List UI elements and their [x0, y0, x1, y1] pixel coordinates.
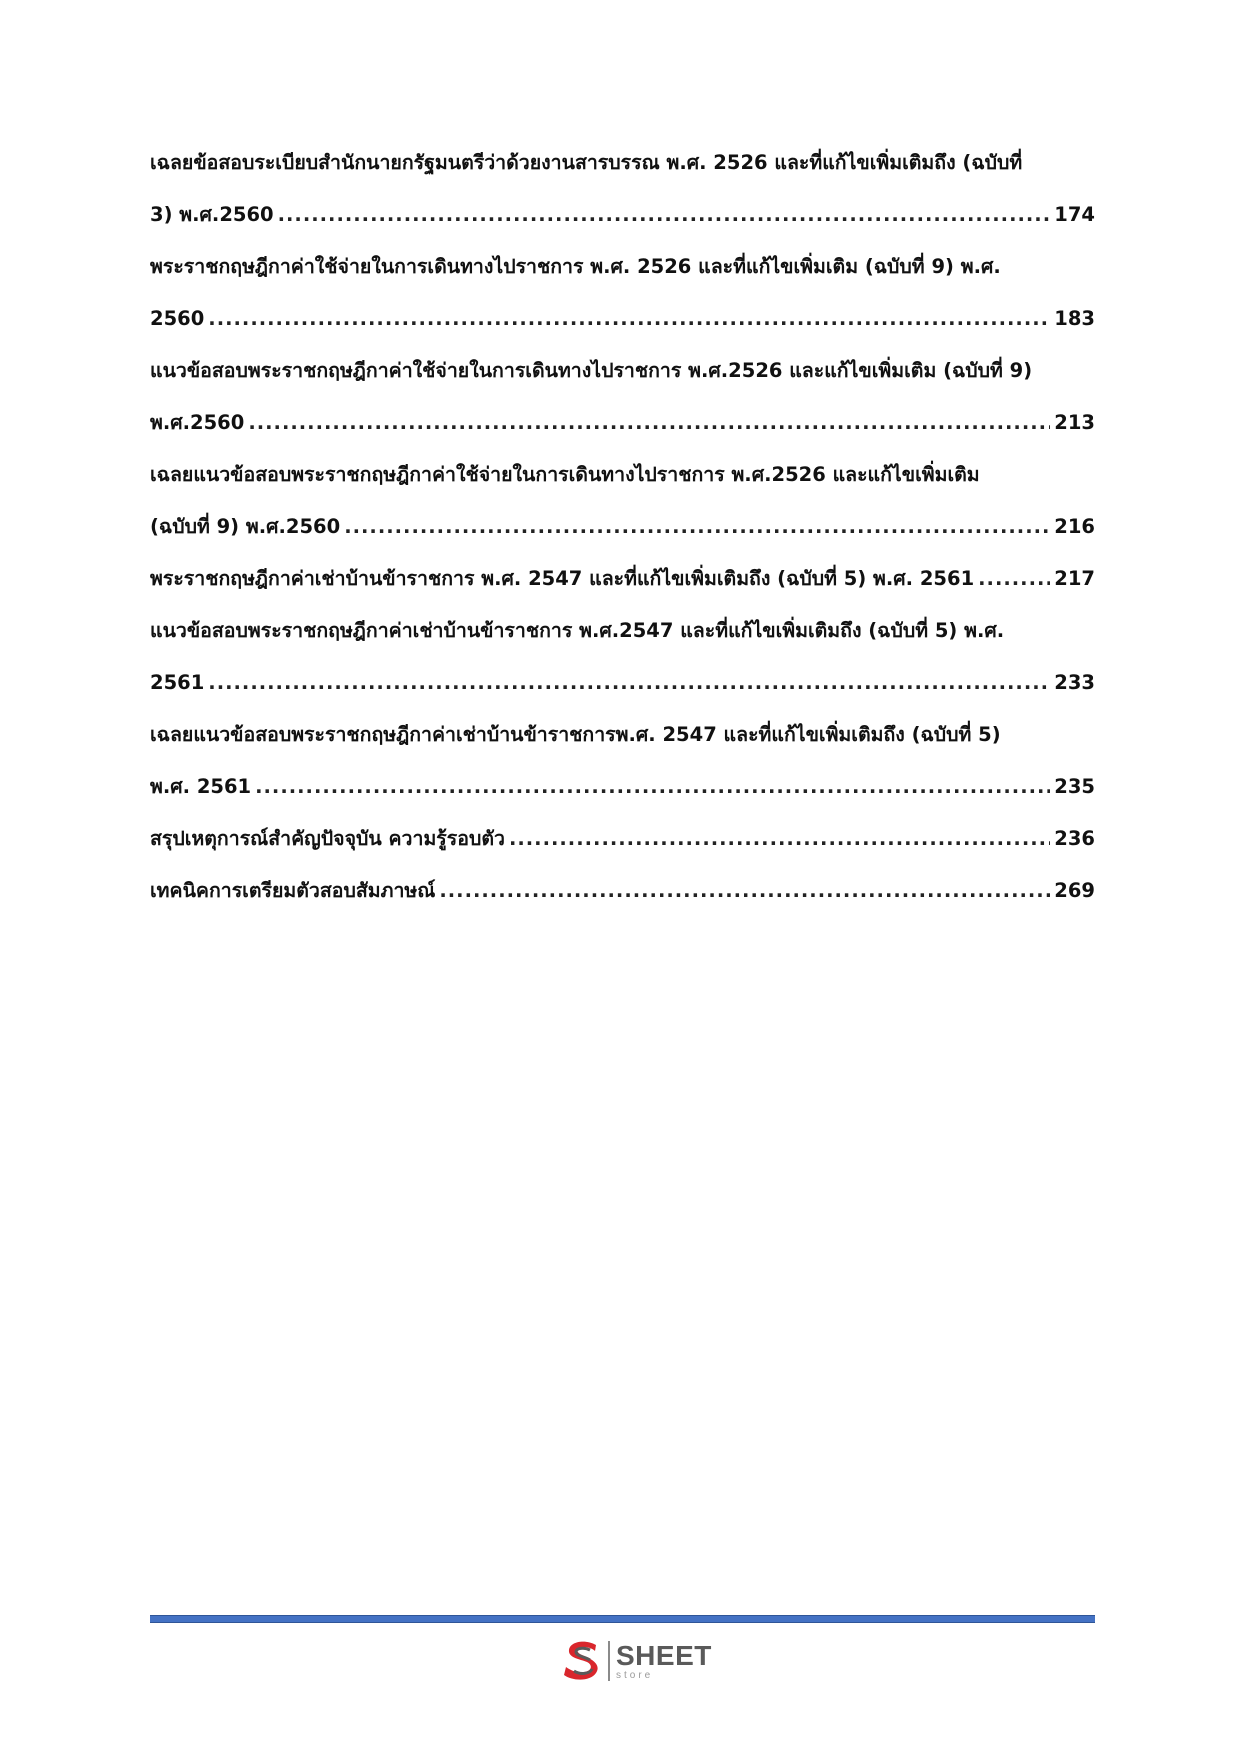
dot-leader [208, 670, 1050, 696]
toc-entry-last-line [150, 410, 1095, 436]
toc-entry-title-end: (ฉบับที่ 9) พ.ศ.2560 [150, 515, 341, 538]
toc-entry-page-number: 217 [1054, 567, 1095, 590]
toc-entry-title: เฉลยข้อสอบระเบียบสำนักนายกรัฐมนตรีว่าด้วยงานสารบรรณ พ.ศ. 2526 และที่แก้ไขเพิ่มเติมถึง (ฉบับที่ [150, 151, 1023, 174]
toc-entry-title: พระราชกฤษฎีกาค่าเช่าบ้านข้าราชการ พ.ศ. 2547 และที่แก้ไขเพิ่มเติมถึง (ฉบับที่ 5) พ.ศ. 2561 [150, 567, 975, 590]
toc-entry-title: แนวข้อสอบพระราชกฤษฎีกาค่าเช่าบ้านข้าราชการ พ.ศ.2547 และที่แก้ไขเพิ่มเติมถึง (ฉบับที่ 5) พ.ศ. [150, 619, 1005, 642]
logo-text [616, 1639, 712, 1681]
table-of-contents [150, 150, 1095, 930]
toc-entry-page-number: 183 [1054, 307, 1095, 330]
toc-entry-last-line [150, 306, 1095, 332]
toc-entry-page-number: 233 [1054, 671, 1095, 694]
toc-entry[interactable] [150, 566, 1095, 592]
toc-entry-title-end: 3) พ.ศ.2560 [150, 203, 274, 226]
toc-entry-page-number: 174 [1054, 203, 1095, 226]
toc-entry-last-line [150, 826, 1095, 852]
toc-entry[interactable] [150, 878, 1095, 904]
toc-entry[interactable] [150, 462, 1095, 540]
toc-entry[interactable] [150, 618, 1095, 696]
dot-leader [208, 306, 1050, 332]
toc-entry-title-end: 2561 [150, 671, 205, 694]
toc-entry-title: สรุปเหตุการณ์สำคัญปัจจุบัน ความรู้รอบตัว [150, 827, 505, 850]
dot-leader [344, 514, 1050, 540]
toc-entry-title: เฉลยแนวข้อสอบพระราชกฤษฎีกาค่าเช่าบ้านข้าราชการพ.ศ. 2547 และที่แก้ไขเพิ่มเติมถึง (ฉบับที่ 5) [150, 723, 1001, 746]
logo-word: SHEET [616, 1639, 712, 1671]
toc-entry-title: เทคนิคการเตรียมตัวสอบสัมภาษณ์ [150, 879, 436, 902]
dot-leader [439, 878, 1050, 904]
sheet-store-logo [560, 1636, 712, 1686]
toc-entry-title-end: พ.ศ. 2561 [150, 775, 252, 798]
logo-separator [608, 1641, 610, 1681]
footer-divider [150, 1615, 1095, 1623]
dot-leader [978, 566, 1050, 592]
toc-entry-title-end: 2560 [150, 307, 205, 330]
logo-subword: store [616, 1669, 654, 1681]
toc-entry-page-number: 213 [1054, 411, 1095, 434]
sheet-store-logo-icon [560, 1637, 604, 1685]
toc-entry[interactable] [150, 358, 1095, 436]
toc-entry-page-number: 235 [1054, 775, 1095, 798]
toc-entry-page-number: 269 [1054, 879, 1095, 902]
toc-entry[interactable] [150, 722, 1095, 800]
toc-entry-page-number: 236 [1054, 827, 1095, 850]
toc-entry-last-line [150, 202, 1095, 228]
toc-entry-title: พระราชกฤษฎีกาค่าใช้จ่ายในการเดินทางไปราชการ พ.ศ. 2526 และที่แก้ไขเพิ่มเติม (ฉบับที่ 9) พ.ศ. [150, 255, 1001, 278]
toc-entry-title: เฉลยแนวข้อสอบพระราชกฤษฎีกาค่าใช้จ่ายในการเดินทางไปราชการ พ.ศ.2526 และแก้ไขเพิ่มเติม [150, 463, 980, 486]
toc-entry-last-line [150, 514, 1095, 540]
toc-entry-last-line [150, 774, 1095, 800]
toc-entry-last-line [150, 878, 1095, 904]
toc-entry-title-end: พ.ศ.2560 [150, 411, 245, 434]
toc-entry[interactable] [150, 150, 1095, 228]
toc-entry-page-number: 216 [1054, 515, 1095, 538]
dot-leader [278, 202, 1051, 228]
dot-leader [248, 410, 1050, 436]
toc-entry-title: แนวข้อสอบพระราชกฤษฎีกาค่าใช้จ่ายในการเดินทางไปราชการ พ.ศ.2526 และแก้ไขเพิ่มเติม (ฉบับที่ 9) [150, 359, 1033, 382]
toc-entry[interactable] [150, 254, 1095, 332]
dot-leader [255, 774, 1050, 800]
dot-leader [509, 826, 1050, 852]
toc-entry-last-line [150, 670, 1095, 696]
toc-entry-last-line [150, 566, 1095, 592]
toc-entry[interactable] [150, 826, 1095, 852]
